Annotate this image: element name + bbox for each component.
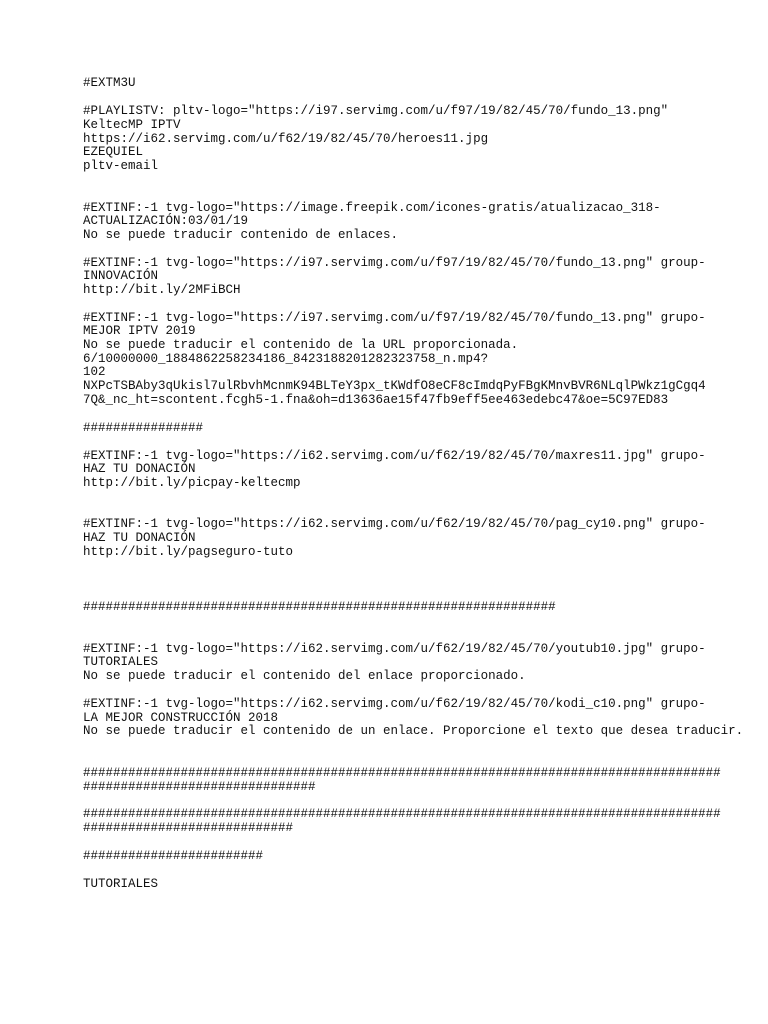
text-line: #EXTINF:-1 tvg-logo="https://i62.servimg.com/u/f62/19/82/45/70/youtub10.jpg" grupo- [83,642,706,656]
text-line: http://bit.ly/pagseguro-tuto [83,545,294,559]
separator-line: ############################### [83,780,316,794]
text-line: #EXTINF:-1 tvg-logo="https://i62.servimg.com/u/f62/19/82/45/70/pag_cy10.png" grupo- [83,517,706,531]
text-line: INNOVACIÓN [83,269,159,283]
text-line: ACTUALIZACIÓN:03/01/19 [83,214,249,228]
separator-line: ############################ [83,821,294,835]
text-line: #EXTINF:-1 tvg-logo="https://image.freepik.com/icones-gratis/atualizacao_318- [83,201,661,215]
text-line: pltv-email [83,159,159,173]
text-line: #EXTM3U [83,76,136,90]
text-line: EZEQUIEL [83,145,144,159]
text-line: HAZ TU DONACIÓN [83,531,196,545]
separator-line: ############################################################### [83,600,556,614]
text-line: #EXTINF:-1 tvg-logo="https://i62.servimg.com/u/f62/19/82/45/70/maxres11.jpg" grupo- [83,449,706,463]
text-line: MEJOR IPTV 2019 [83,324,196,338]
text-line: 7Q&_nc_ht=scontent.fcgh5-1.fna&oh=d13636ae15f47fb9eff5ee463edebc47&oe=5C97ED83 [83,393,669,407]
text-line: #EXTINF:-1 tvg-logo="https://i97.servimg.com/u/f97/19/82/45/70/fundo_13.png" grupo- [83,311,706,325]
text-line: http://bit.ly/picpay-keltecmp [83,476,301,490]
text-line: No se puede traducir el contenido de un enlace. Proporcione el texto que desea traducir. [83,724,744,738]
text-line: No se puede traducir el contenido del enlace proporcionado. [83,669,526,683]
text-line: KeltecMP IPTV [83,118,181,132]
text-line: TUTORIALES [83,655,159,669]
text-line: https://i62.servimg.com/u/f62/19/82/45/70/heroes11.jpg [83,132,489,146]
separator-line: ##################################################################################### [83,807,721,821]
text-line: 6/10000000_1884862258234186_8423188201282323758_n.mp4? [83,352,489,366]
text-line: No se puede traducir el contenido de la URL proporcionada. [83,338,519,352]
text-line: http://bit.ly/2MFiBCH [83,283,241,297]
text-line: #EXTINF:-1 tvg-logo="https://i97.servimg.com/u/f97/19/82/45/70/fundo_13.png" group- [83,256,706,270]
text-line: #PLAYLISTV: pltv-logo="https://i97.servimg.com/u/f97/19/82/45/70/fundo_13.png" [83,104,669,118]
text-line: No se puede traducir contenido de enlaces. [83,228,399,242]
text-line: 102 [83,365,106,379]
separator-line: ##################################################################################### [83,766,721,780]
text-line: NXPcTSBAby3qUkisl7ulRbvhMcnmK94BLTeY3px_tKWdfO8eCF8cImdqPyFBgKMnvBVR6NLqlPWkz1gCgq4 [83,379,706,393]
text-line: TUTORIALES [83,877,159,891]
separator-line: ######################## [83,849,264,863]
text-line: LA MEJOR CONSTRUCCIÓN 2018 [83,711,279,725]
text-line: ################ [83,421,204,435]
text-line: HAZ TU DONACIÓN [83,462,196,476]
text-line: #EXTINF:-1 tvg-logo="https://i62.servimg.com/u/f62/19/82/45/70/kodi_c10.png" grupo- [83,697,706,711]
